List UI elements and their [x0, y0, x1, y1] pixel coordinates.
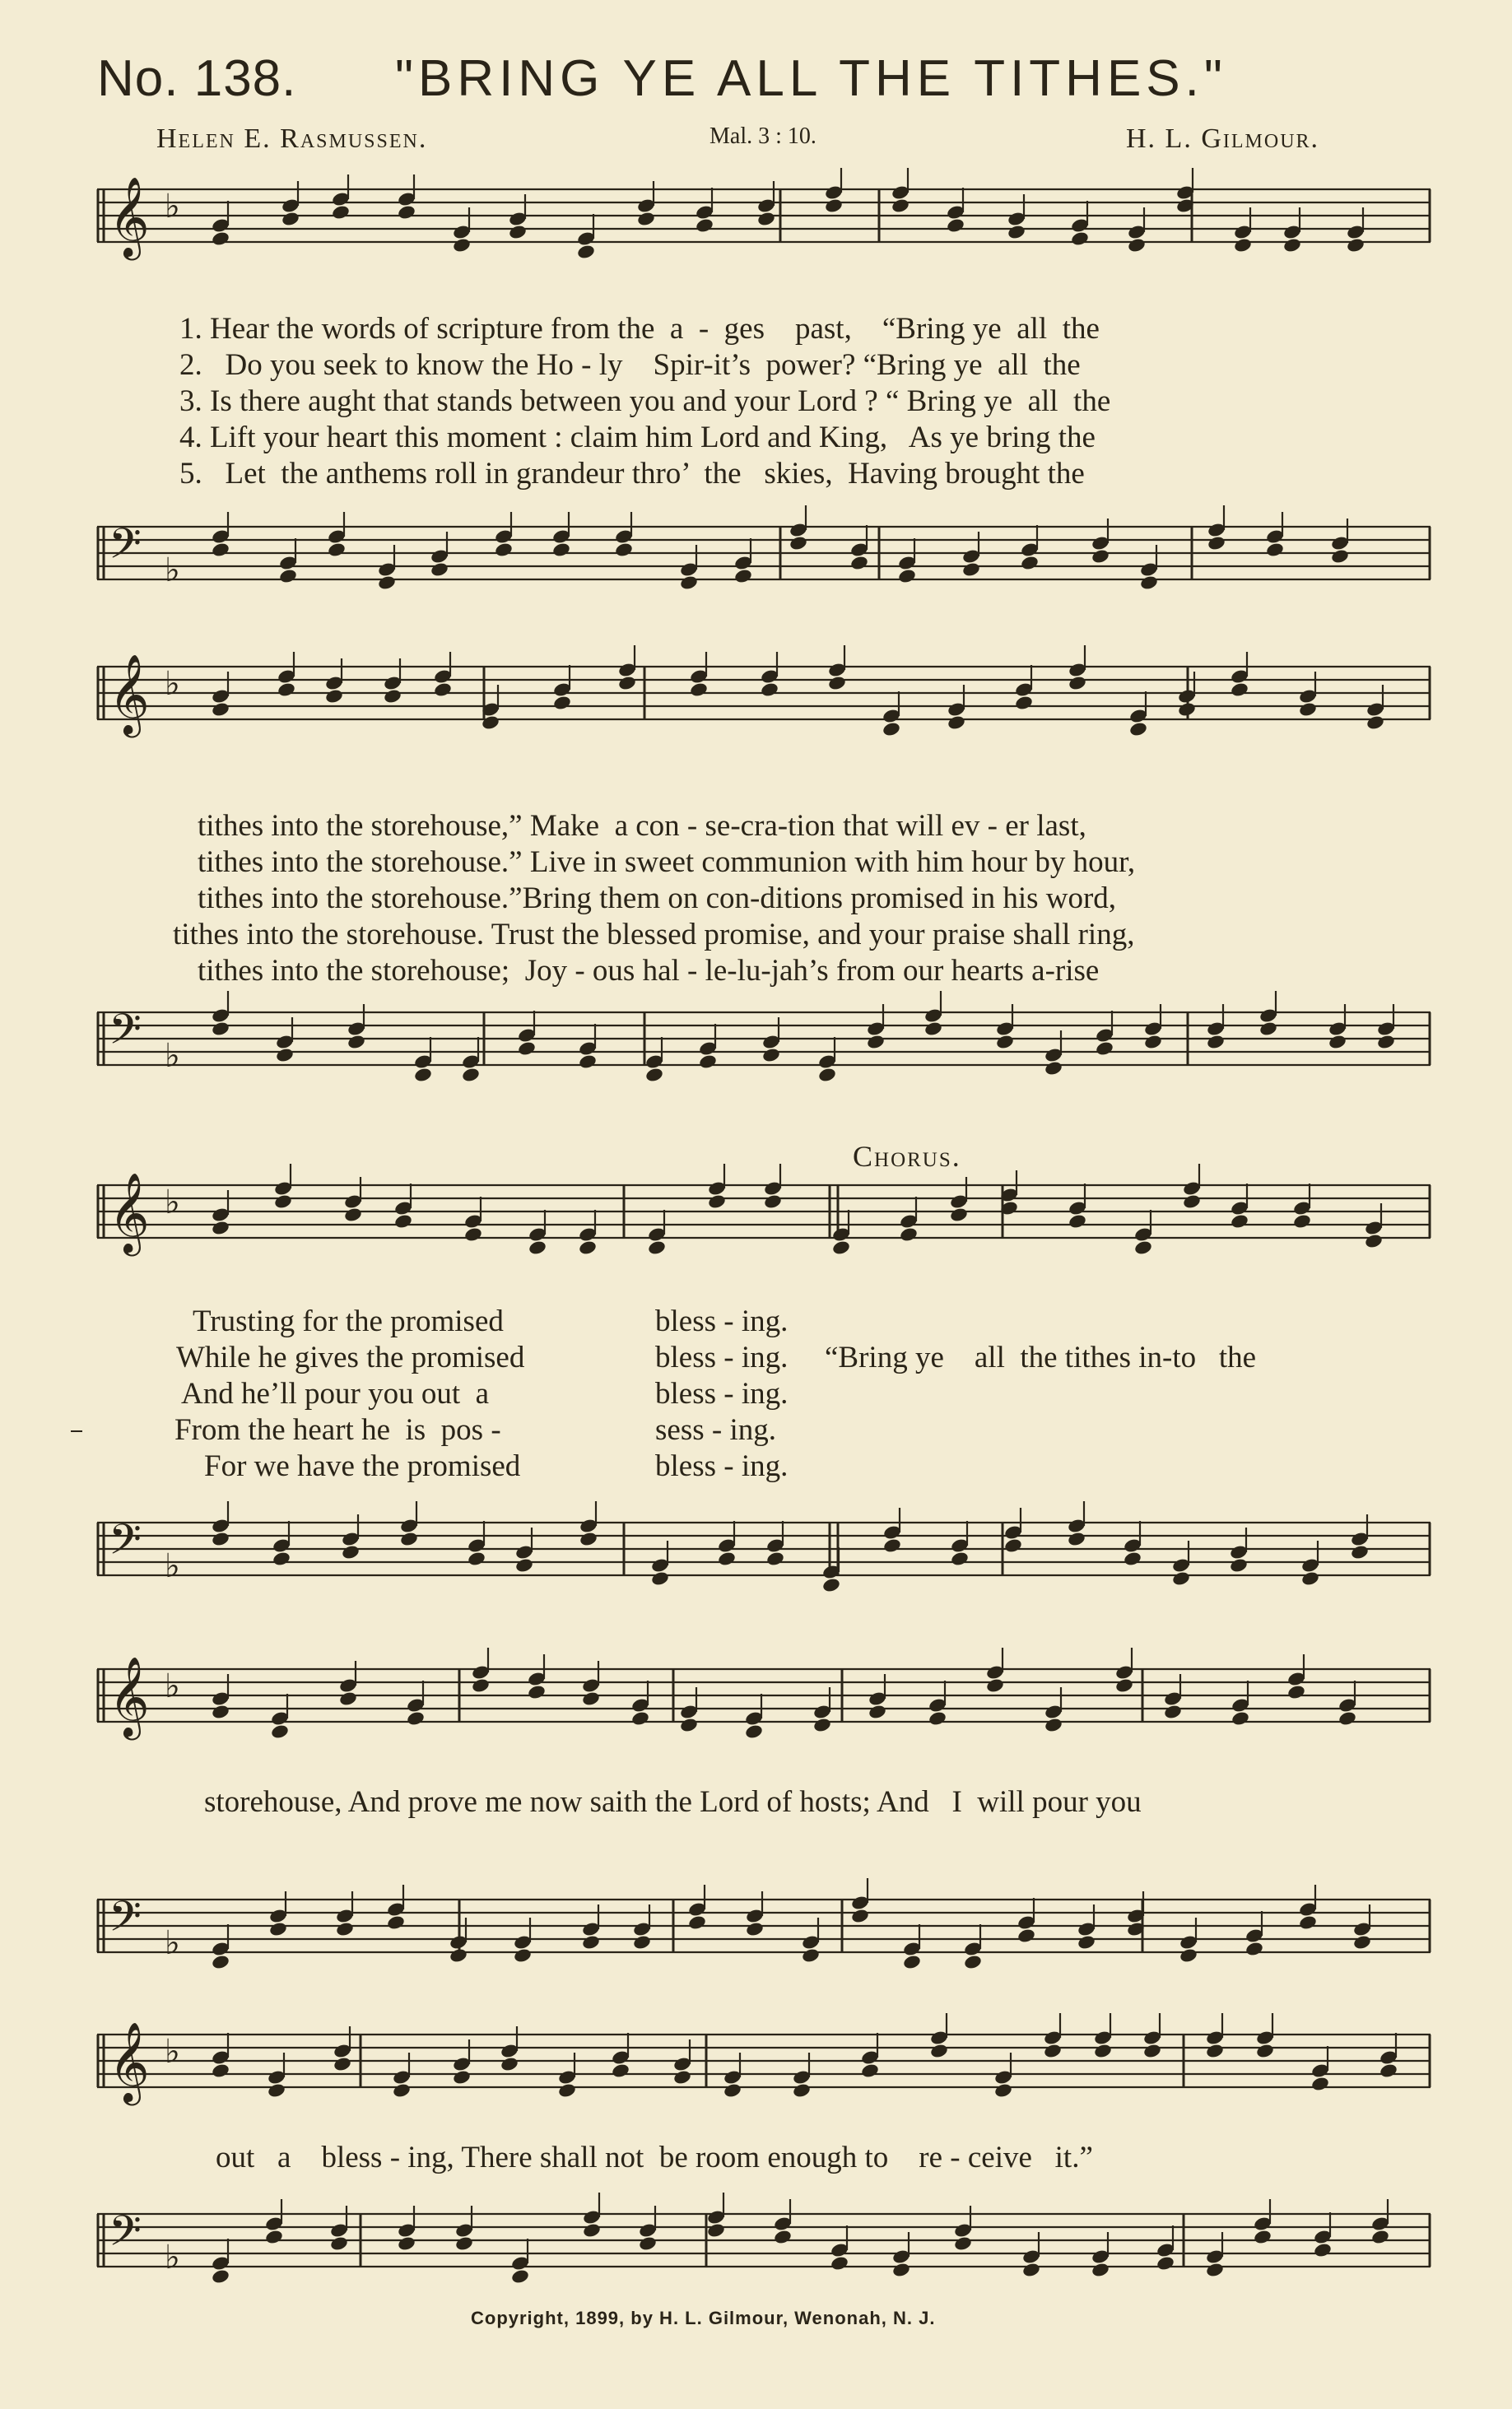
notehead: [1171, 1570, 1191, 1587]
notehead: [812, 1717, 832, 1733]
notehead: [517, 1040, 537, 1057]
flat-key-icon: ♭: [165, 665, 180, 703]
verse-lyrics-system-3-end: [655, 1304, 788, 1485]
notehead: [1244, 1941, 1264, 1957]
notehead: [578, 1053, 598, 1070]
notehead: [695, 217, 714, 234]
notehead: [386, 1914, 406, 1931]
notehead: [882, 1537, 902, 1554]
notehead: [891, 198, 910, 214]
margin-mark: [71, 1430, 82, 1432]
lyric-line: 1. Hear the words of scripture from the a - ges past, “Bring ye all the: [179, 312, 1100, 346]
notehead: [552, 695, 572, 711]
notehead: [949, 1207, 969, 1223]
notehead: [733, 568, 753, 584]
notehead: [617, 675, 637, 691]
notehead: [399, 1531, 419, 1547]
notehead: [760, 681, 779, 698]
treble-clef-icon: 𝄞: [109, 653, 150, 734]
notehead: [581, 1934, 601, 1951]
copyright-notice: Copyright, 1899, by H. L. Gilmour, Wenonah, N. J.: [471, 2308, 936, 2328]
notehead: [508, 224, 528, 240]
notehead: [638, 2235, 658, 2252]
treble-staff: [97, 1172, 1431, 1259]
notehead: [327, 542, 347, 558]
hymn-title: "BRING YE ALL THE TITHES.": [395, 50, 1227, 107]
notehead: [335, 1921, 355, 1937]
notehead: [1177, 701, 1197, 718]
lyric-line: Trusting for the promised: [193, 1304, 504, 1338]
notehead: [579, 1531, 598, 1547]
treble-clef-icon: 𝄞: [109, 2021, 150, 2102]
treble-clef-icon: 𝄞: [109, 1656, 150, 1737]
bass-staff: [97, 1891, 1431, 1974]
notehead: [1095, 1040, 1114, 1057]
notehead: [1182, 1193, 1202, 1210]
notehead: [331, 204, 351, 221]
notehead: [1077, 1934, 1096, 1951]
notehead: [1313, 2242, 1333, 2258]
notehead: [792, 2082, 812, 2099]
notehead: [1020, 555, 1040, 571]
notehead: [1142, 2043, 1162, 2059]
notehead: [406, 1710, 426, 1727]
treble-staff: [97, 176, 1431, 263]
notehead: [528, 1239, 547, 1256]
notehead: [630, 1710, 650, 1727]
treble-staff: [97, 653, 1431, 741]
lyric-line: For we have the promised: [204, 1449, 521, 1483]
flat-key-icon: ♭: [165, 2239, 180, 2276]
notehead: [1298, 1914, 1318, 1931]
bass-staff: [97, 1004, 1431, 1086]
notehead: [831, 1239, 851, 1256]
notehead: [650, 1570, 670, 1587]
notehead: [1364, 1233, 1384, 1249]
verse-lyrics-system-1: [179, 311, 1110, 492]
notehead: [461, 1067, 481, 1083]
chorus-label: Chorus.: [853, 1140, 961, 1173]
notehead: [761, 1047, 781, 1063]
notehead: [393, 1213, 413, 1230]
notehead: [1352, 1934, 1372, 1951]
notehead: [1014, 695, 1034, 711]
notehead: [636, 211, 656, 227]
bass-clef-icon: 𝄢: [109, 1514, 142, 1574]
notehead: [946, 217, 965, 234]
notehead: [1043, 2043, 1063, 2059]
notehead: [1370, 2229, 1390, 2245]
notehead: [950, 1551, 970, 1567]
notehead: [789, 535, 808, 551]
notehead: [744, 1723, 764, 1740]
notehead: [1044, 1717, 1063, 1733]
chorus-lyric-line: storehouse, And prove me now saith the Lord of hosts; And I will pour you: [204, 1785, 1142, 1819]
chorus-lyric-line: “Bring ye all the tithes in-to the: [825, 1341, 1257, 1374]
notehead: [449, 1947, 468, 1964]
bass-staff: [97, 1514, 1431, 1597]
notehead: [773, 2229, 793, 2245]
notehead: [756, 211, 776, 227]
lyric-line: 4. Lift your heart this moment : claim him Lord and King, As ye bring the: [179, 421, 1096, 454]
notehead: [494, 542, 514, 558]
notehead: [745, 1921, 765, 1937]
notehead: [1207, 535, 1226, 551]
notehead: [647, 1239, 667, 1256]
notehead: [452, 237, 472, 253]
notehead: [882, 721, 901, 737]
notehead: [433, 681, 453, 698]
notehead: [1156, 2255, 1175, 2272]
notehead: [275, 1047, 295, 1063]
lyric-line: tithes into the storehouse. Trust the blessed promise, and your praise shall ring,: [173, 918, 1135, 951]
treble-staff: [97, 1656, 1431, 1743]
notehead: [824, 198, 844, 214]
notehead: [1133, 1239, 1153, 1256]
notehead: [614, 542, 634, 558]
notehead: [632, 1934, 652, 1951]
lyric-line: bless - ing.: [655, 1304, 789, 1338]
chorus-lyric-line: out a bless - ing, There shall not be room enough to re - ceive it.”: [216, 2141, 1093, 2174]
notehead: [211, 1704, 230, 1720]
notehead: [1350, 1544, 1370, 1560]
notehead: [644, 1067, 664, 1083]
notehead: [270, 1723, 290, 1740]
notehead: [866, 1034, 886, 1050]
notehead: [211, 2063, 230, 2079]
notehead: [281, 211, 300, 227]
notehead: [891, 2262, 911, 2278]
lyric-line: 2. Do you seek to know the Ho - ly Spir-it’s power? “Bring ye all the: [179, 348, 1081, 382]
bass-staff: [97, 519, 1431, 601]
notehead: [1346, 237, 1365, 253]
notehead: [849, 555, 869, 571]
notehead: [527, 1684, 547, 1700]
notehead: [1044, 1060, 1063, 1077]
notehead: [277, 681, 296, 698]
notehead: [273, 1193, 293, 1210]
notehead: [211, 1531, 230, 1547]
notehead: [707, 1193, 727, 1210]
notehead: [953, 2235, 973, 2252]
verse-lyrics-system-3: [174, 1304, 523, 1485]
notehead: [329, 2235, 349, 2252]
notehead: [452, 2069, 472, 2086]
notehead: [514, 1557, 534, 1574]
notehead: [687, 1914, 707, 1931]
notehead: [1139, 574, 1159, 591]
notehead: [1230, 681, 1249, 698]
notehead: [267, 2082, 286, 2099]
notehead: [928, 1710, 947, 1727]
notehead: [211, 1220, 230, 1236]
notehead: [679, 1717, 699, 1733]
notehead: [1068, 1213, 1087, 1230]
notehead: [1206, 1034, 1226, 1050]
notehead: [1286, 1684, 1306, 1700]
notehead: [264, 2229, 284, 2245]
notehead: [582, 2222, 602, 2239]
notehead: [211, 542, 230, 558]
notehead: [1067, 1531, 1086, 1547]
flat-key-icon: ♭: [165, 1184, 180, 1221]
treble-staff: [97, 2021, 1431, 2109]
notehead: [1365, 714, 1385, 731]
notehead: [985, 1677, 1005, 1694]
lyric-line: tithes into the storehouse.” Live in sweet communion with him hour by hour,: [198, 845, 1136, 879]
hymn-number: No. 138.: [97, 50, 297, 107]
notehead: [211, 1021, 230, 1037]
notehead: [1070, 230, 1090, 247]
notehead: [377, 574, 397, 591]
treble-clef-icon: 𝄞: [109, 1172, 150, 1253]
notehead: [1007, 224, 1026, 240]
notehead: [1255, 2043, 1275, 2059]
notehead: [1258, 1021, 1278, 1037]
notehead: [1231, 1710, 1250, 1727]
lyric-line: sess - ing.: [655, 1413, 776, 1447]
notehead: [679, 574, 699, 591]
notehead: [1091, 548, 1110, 565]
notehead: [1127, 237, 1147, 253]
lyric-line: 5. Let the anthems roll in grandeur thro’ the skies, Having brought the: [179, 457, 1085, 491]
notehead: [850, 1908, 870, 1924]
notehead: [1128, 721, 1148, 737]
notehead: [551, 542, 571, 558]
notehead: [338, 1690, 358, 1707]
notehead: [268, 1921, 288, 1937]
flat-key-icon: ♭: [165, 188, 180, 226]
notehead: [211, 701, 230, 718]
flat-key-icon: ♭: [165, 1667, 180, 1705]
notehead: [1017, 1928, 1036, 1944]
notehead: [698, 1053, 718, 1070]
notehead: [689, 681, 709, 698]
notehead: [923, 1021, 943, 1037]
notehead: [611, 2063, 630, 2079]
notehead: [578, 1239, 598, 1256]
notehead: [899, 1226, 919, 1243]
bass-clef-icon: 𝄢: [109, 1004, 142, 1064]
notehead: [454, 2235, 474, 2252]
lyric-line: While he gives the promised: [176, 1341, 525, 1374]
notehead: [1265, 542, 1285, 558]
notehead: [1233, 237, 1253, 253]
notehead: [343, 1207, 363, 1223]
flat-key-icon: ♭: [165, 1037, 180, 1075]
notehead: [860, 2063, 880, 2079]
notehead: [1229, 1557, 1249, 1574]
flat-key-icon: ♭: [165, 1924, 180, 1962]
notehead: [1282, 237, 1302, 253]
notehead: [211, 230, 230, 247]
notehead: [1179, 1947, 1198, 1964]
notehead: [1143, 1034, 1163, 1050]
bass-clef-icon: 𝄢: [109, 1891, 142, 1951]
notehead: [993, 2082, 1013, 2099]
notehead: [1091, 2262, 1110, 2278]
notehead: [830, 2255, 849, 2272]
notehead: [430, 561, 449, 578]
notehead: [1292, 1213, 1312, 1230]
notehead: [1163, 1704, 1183, 1720]
notehead: [929, 2043, 949, 2059]
notehead: [902, 1954, 922, 1970]
notehead: [1310, 2076, 1330, 2092]
verse-lyrics-system-2: [173, 808, 1134, 989]
notehead: [211, 1954, 230, 1970]
notehead: [897, 568, 917, 584]
notehead: [723, 2082, 742, 2099]
composer-credit: H. L. Gilmour.: [1126, 123, 1320, 154]
lyric-line: 3. Is there aught that stands between you and your Lord ? “ Bring ye all the: [179, 384, 1111, 418]
notehead: [510, 2268, 530, 2285]
notehead: [1205, 2043, 1225, 2059]
notehead: [341, 1544, 361, 1560]
lyric-line: From the heart he is pos -: [174, 1413, 501, 1447]
notehead: [1093, 2043, 1113, 2059]
notehead: [821, 1577, 841, 1593]
notehead: [1328, 1034, 1347, 1050]
notehead: [1021, 2262, 1041, 2278]
lyric-line: tithes into the storehouse.”Bring them on con-ditions promised in his word,: [198, 881, 1117, 915]
notehead: [817, 1067, 837, 1083]
notehead: [1376, 1034, 1396, 1050]
notehead: [463, 1226, 483, 1243]
notehead: [467, 1551, 486, 1567]
notehead: [1338, 1710, 1357, 1727]
notehead: [763, 1193, 783, 1210]
notehead: [576, 244, 596, 260]
lyric-line: And he’ll pour you out a: [181, 1377, 490, 1411]
flat-key-icon: ♭: [165, 1547, 180, 1585]
notehead: [272, 1551, 291, 1567]
scripture-reference: Mal. 3 : 10.: [709, 123, 816, 149]
notehead: [995, 1034, 1015, 1050]
notehead: [557, 2082, 577, 2099]
notehead: [868, 1704, 887, 1720]
notehead: [347, 1034, 366, 1050]
bass-clef-icon: 𝄢: [109, 2206, 142, 2266]
notehead: [1205, 2262, 1225, 2278]
notehead: [1298, 701, 1318, 718]
notehead: [500, 2056, 519, 2072]
notehead: [827, 675, 847, 691]
notehead: [211, 2268, 230, 2285]
notehead: [1230, 1213, 1249, 1230]
bass-staff: [97, 2206, 1431, 2288]
flat-key-icon: ♭: [165, 551, 180, 589]
flat-key-icon: ♭: [165, 2033, 180, 2071]
notehead: [383, 688, 402, 705]
lyric-line: bless - ing.: [655, 1377, 789, 1411]
notehead: [1300, 1570, 1320, 1587]
lyric-line: bless - ing.: [655, 1449, 789, 1483]
notehead: [765, 1551, 785, 1567]
treble-clef-icon: 𝄞: [109, 176, 150, 257]
notehead: [278, 568, 298, 584]
notehead: [717, 1551, 737, 1567]
notehead: [397, 204, 416, 221]
notehead: [672, 2069, 692, 2086]
notehead: [1114, 1677, 1134, 1694]
notehead: [801, 1947, 821, 1964]
notehead: [471, 1677, 491, 1694]
notehead: [706, 2222, 726, 2239]
notehead: [961, 561, 981, 578]
notehead: [333, 2056, 352, 2072]
bass-clef-icon: 𝄢: [109, 519, 142, 579]
notehead: [1068, 675, 1087, 691]
lyricist-credit: Helen E. Rasmussen.: [156, 123, 428, 154]
notehead: [397, 2235, 416, 2252]
notehead: [1330, 548, 1350, 565]
lyric-line: tithes into the storehouse,” Make a con - se-cra-tion that will ev - er last,: [198, 809, 1086, 843]
notehead: [1123, 1551, 1142, 1567]
lyric-line: tithes into the storehouse; Joy - ous hal - le-lu-jah’s from our hearts a-rise: [198, 954, 1100, 988]
notehead: [1379, 2063, 1398, 2079]
notehead: [1003, 1537, 1023, 1554]
notehead: [324, 688, 344, 705]
notehead: [947, 714, 966, 731]
lyric-line: bless - ing.: [655, 1341, 789, 1374]
notehead: [413, 1067, 433, 1083]
notehead: [1253, 2229, 1272, 2245]
notehead: [963, 1954, 983, 1970]
notehead: [513, 1947, 533, 1964]
notehead: [581, 1690, 601, 1707]
notehead: [392, 2082, 412, 2099]
